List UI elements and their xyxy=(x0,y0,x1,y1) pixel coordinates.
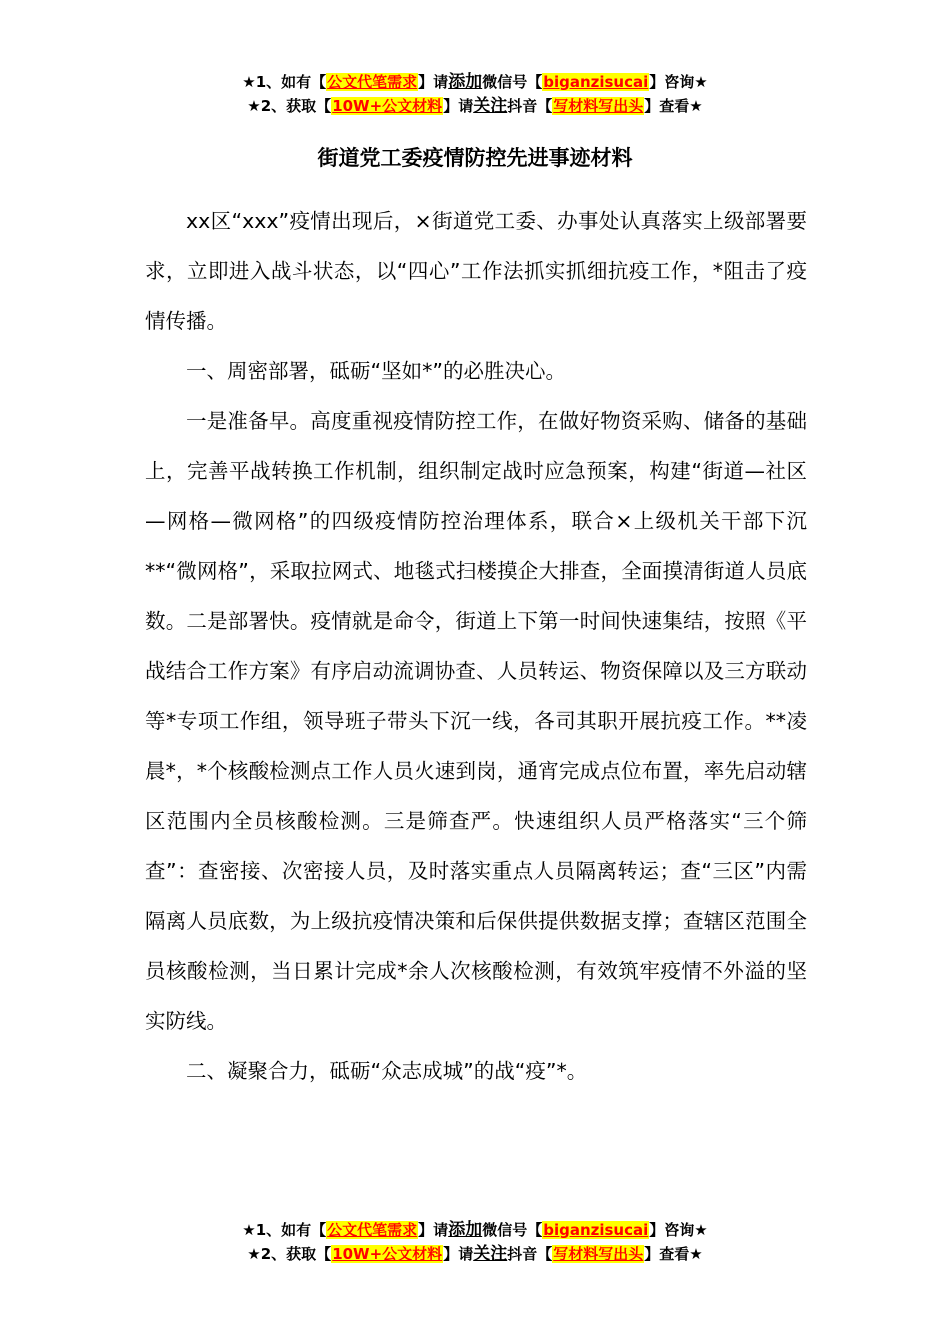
banner-emphasis: 添加 xyxy=(448,72,483,92)
banner-text: 】请 xyxy=(418,1221,449,1239)
top-banner xyxy=(0,70,950,118)
banner-line-2 xyxy=(0,94,950,118)
banner-text: 抖音【 xyxy=(507,97,553,115)
banner-text: 】查看★ xyxy=(644,97,703,115)
banner-text: ★2、获取【 xyxy=(247,1245,332,1263)
banner-text: 微信号【 xyxy=(482,1221,543,1239)
banner-highlight: 10W+公文材料 xyxy=(332,1245,443,1263)
banner-text: 抖音【 xyxy=(507,1245,553,1263)
banner-emphasis: 关注 xyxy=(473,1244,508,1264)
banner-line-1 xyxy=(0,1218,950,1242)
banner-text: 】咨询★ xyxy=(649,1221,708,1239)
banner-highlight: 10W+公文材料 xyxy=(332,97,443,115)
document-title: 街道党工委疫情防控先进事迹材料 xyxy=(317,146,633,170)
banner-douyin-id: 写材料写出头 xyxy=(553,97,644,115)
banner-text: 】请 xyxy=(418,73,449,91)
banner-highlight: 公文代笔需求 xyxy=(327,73,418,91)
document-body xyxy=(145,196,807,1096)
banner-text: ★2、获取【 xyxy=(247,97,332,115)
banner-wechat-id: biganzisucai xyxy=(543,1221,649,1239)
banner-text: ★1、如有【 xyxy=(242,73,327,91)
banner-text: 】查看★ xyxy=(644,1245,703,1263)
banner-text: 】请 xyxy=(443,97,474,115)
banner-text: ★1、如有【 xyxy=(242,1221,327,1239)
bottom-banner xyxy=(0,1218,950,1266)
banner-text: 】咨询★ xyxy=(649,73,708,91)
banner-text: 微信号【 xyxy=(482,73,543,91)
paragraph: 一是准备早。高度重视疫情防控工作，在做好物资采购、储备的基础上，完善平战转换工作机制，组织制定战时应急预案，构建“街道—社区—网格—微网格”的四级疫情防控治理体系，联合×上级机关干部下沉**“微网格”，采取拉网式、地毯式扫楼摸企大排查，全面摸清街道人员底数。二是部署快。疫情就是命令，街道上下第一时间快速集结，按照《平战结合工作方案》有序启动流调协查、人员转运、物资保障以及三方联动等*专项工作组，领导班子带头下沉一线，各司其职开展抗疫工作。**凌晨*，*个核酸检测点工作人员火速到岗，通宵完成点位布置，率先启动辖区范围内全员核酸检测。三是筛查严。快速组织人员严格落实“三个筛查”：查密接、次密接人员，及时落实重点人员隔离转运；查“三区”内需隔离人员底数，为上级抗疫情决策和后保供提供数据支撑；查辖区范围全员核酸检测，当日累计完成*余人次核酸检测，有效筑牢疫情不外溢的坚实防线。 xyxy=(145,409,807,1033)
section-heading: 二、凝聚合力，砥砺“众志成城”的战“疫”*。 xyxy=(186,1059,588,1083)
banner-emphasis: 关注 xyxy=(473,96,508,116)
section-heading: 一、周密部署，砥砺“坚如*”的必胜决心。 xyxy=(186,359,566,383)
banner-emphasis: 添加 xyxy=(448,1220,483,1240)
banner-line-1 xyxy=(0,70,950,94)
banner-douyin-id: 写材料写出头 xyxy=(553,1245,644,1263)
banner-wechat-id: biganzisucai xyxy=(543,73,649,91)
paragraph: xx区“xxx”疫情出现后，×街道党工委、办事处认真落实上级部署要求，立即进入战斗状态，以“四心”工作法抓实抓细抗疫工作，*阻击了疫情传播。 xyxy=(145,209,807,333)
banner-text: 】请 xyxy=(443,1245,474,1263)
banner-highlight: 公文代笔需求 xyxy=(327,1221,418,1239)
banner-line-2 xyxy=(0,1242,950,1266)
